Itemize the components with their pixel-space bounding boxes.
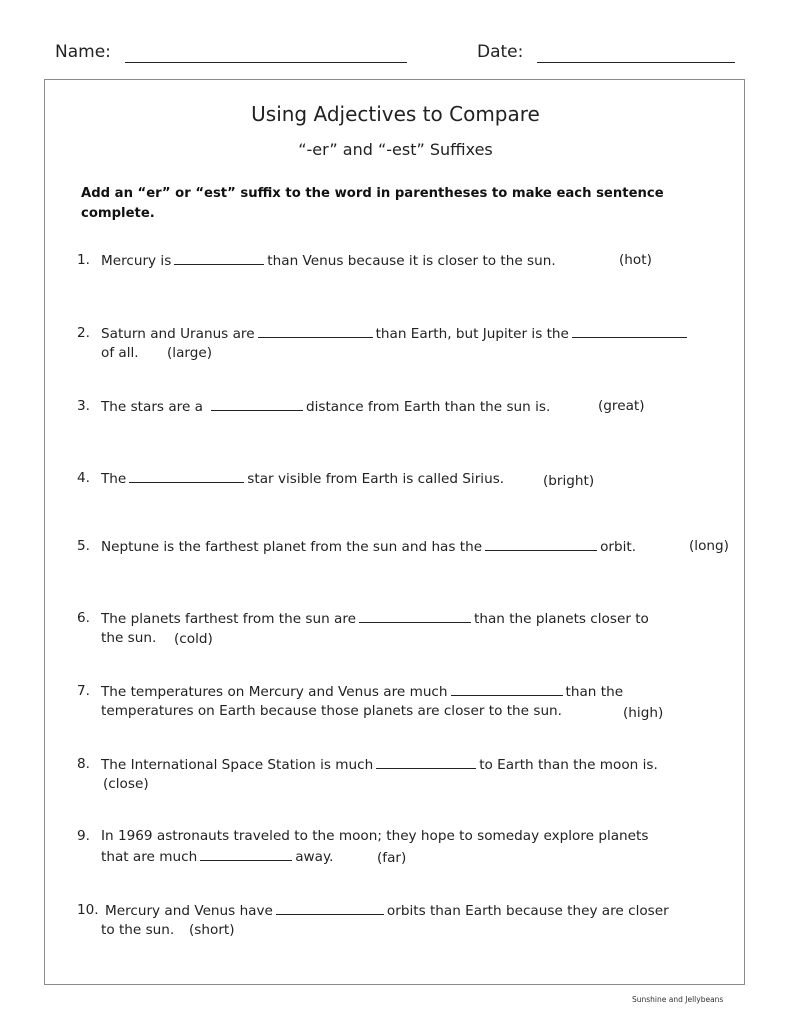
question-text: Mercury and Venus have (105, 903, 273, 919)
question-number: 4. (77, 470, 90, 486)
question-text: The International Space Station is much (101, 757, 374, 773)
answer-blank[interactable] (451, 681, 563, 696)
question-text: the sun. (101, 630, 157, 646)
answer-blank[interactable] (376, 754, 476, 769)
question-number: 6. (77, 610, 90, 626)
word-hint: (short) (189, 922, 235, 938)
question-text: distance from Earth than the sun is. (305, 399, 551, 415)
question-text: than the planets closer to (474, 611, 649, 627)
question-text: The stars are a (101, 399, 203, 415)
answer-blank[interactable] (200, 846, 292, 861)
question-text: than Earth, but Jupiter is the (375, 326, 569, 342)
footer-credit: Sunshine and Jellybeans (632, 995, 724, 1004)
question-number: 5. (77, 538, 90, 554)
question-number: 10. (77, 902, 99, 918)
question-text: Mercury is (101, 253, 172, 269)
answer-blank[interactable] (174, 250, 264, 265)
question-text: The temperatures on Mercury and Venus are much (101, 684, 448, 700)
question-text: than the (565, 684, 624, 700)
question-text: that are much (101, 849, 198, 865)
answer-blank[interactable] (359, 608, 471, 623)
question-number: 8. (77, 756, 90, 772)
instructions: Add an “er” or “est” suffix to the word in parentheses to make each sentence complete. (81, 186, 664, 221)
name-field[interactable] (125, 62, 407, 63)
question-text: Saturn and Uranus are (101, 326, 255, 342)
word-hint: (cold) (174, 631, 213, 647)
question-number: 9. (77, 828, 90, 844)
question-text: Neptune is the farthest planet from the sun and has the (101, 539, 483, 555)
question-text: away. (295, 849, 334, 865)
answer-blank[interactable] (211, 396, 303, 411)
worksheet-title: Using Adjectives to Compare (251, 102, 540, 126)
answer-blank[interactable] (258, 323, 373, 338)
word-hint: (bright) (543, 473, 595, 489)
question-text: of all. (101, 345, 139, 361)
question-text: to the sun. (101, 922, 175, 938)
question-text: The (101, 471, 127, 487)
question-text: orbit. (600, 539, 637, 555)
question-text: In 1969 astronauts traveled to the moon; they hope to someday explore planets (101, 828, 649, 844)
worksheet-subtitle: “-er” and “-est” Suffixes (298, 140, 493, 159)
name-label: Name: (55, 42, 111, 62)
answer-blank[interactable] (572, 323, 687, 338)
header-row (55, 42, 745, 68)
answer-blank[interactable] (485, 536, 597, 551)
question-text: to Earth than the moon is. (479, 757, 658, 773)
date-label: Date: (477, 42, 524, 62)
question-number: 3. (77, 398, 90, 414)
date-field[interactable] (537, 62, 735, 63)
word-hint: (large) (167, 345, 213, 361)
answer-blank[interactable] (129, 468, 244, 483)
word-hint: (far) (377, 850, 407, 866)
word-hint: (long) (689, 538, 729, 554)
question-text: star visible from Earth is called Sirius. (247, 471, 505, 487)
question-number: 1. (77, 252, 90, 268)
word-hint: (hot) (619, 252, 652, 268)
question-text: orbits than Earth because they are closer (386, 903, 669, 919)
answer-blank[interactable] (276, 900, 384, 915)
word-hint: (great) (598, 398, 645, 414)
question-text: than Venus because it is closer to the sun. (267, 253, 556, 269)
question-text: The planets farthest from the sun are (101, 611, 357, 627)
question-number: 2. (77, 325, 90, 341)
word-hint: (close) (103, 776, 149, 792)
question-number: 7. (77, 683, 90, 699)
word-hint: (high) (623, 705, 664, 721)
question-text: temperatures on Earth because those planets are closer to the sun. (101, 703, 562, 719)
